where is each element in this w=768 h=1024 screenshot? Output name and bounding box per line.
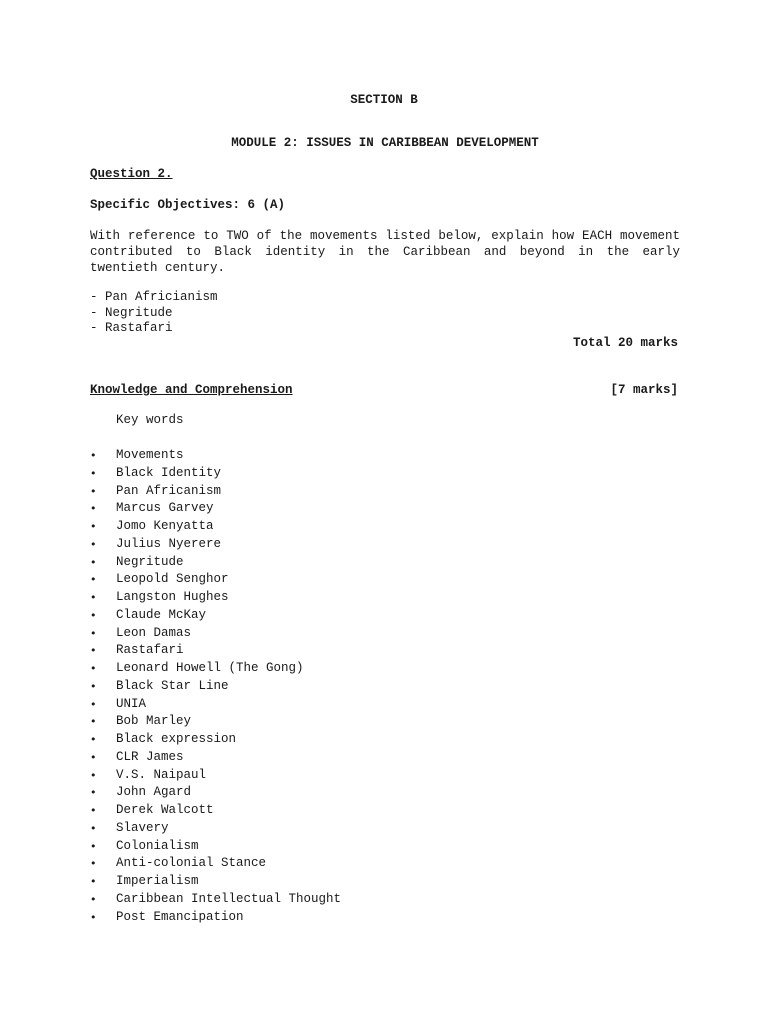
- key-word-text: Langston Hughes: [116, 590, 229, 604]
- list-item: [90, 660, 341, 678]
- bullet-icon: •: [90, 875, 97, 888]
- list-item: [90, 802, 341, 820]
- list-item: [90, 820, 341, 838]
- key-word-text: Rastafari: [116, 643, 184, 658]
- bullet-icon: •: [90, 715, 97, 729]
- bullet-icon: •: [90, 449, 97, 462]
- bullet-icon: •: [90, 520, 97, 533]
- bullet-icon: •: [90, 768, 97, 782]
- key-word-text: Bob Marley: [116, 714, 192, 729]
- specific-objectives: Specific Objectives: 6 (A): [90, 198, 286, 212]
- key-word-text: Anti-colonial Stance: [116, 856, 267, 871]
- bullet-icon: •: [90, 608, 97, 622]
- kc-marks: [7 marks]: [610, 383, 678, 397]
- key-word-text: Derek Walcott: [116, 803, 214, 817]
- key-word-text: Caribbean Intellectual Thought: [116, 891, 342, 906]
- list-item: [90, 855, 341, 873]
- key-word-text: UNIA: [116, 696, 147, 711]
- bullet-icon: •: [90, 502, 97, 516]
- list-item: [90, 483, 341, 501]
- list-item: [90, 518, 341, 536]
- list-item: [90, 589, 341, 607]
- key-word-text: Imperialism: [116, 874, 199, 888]
- list-item: [90, 536, 341, 554]
- list-item: [90, 767, 341, 785]
- list-item: [90, 784, 341, 802]
- list-item: [90, 891, 341, 909]
- list-item: - Negritude: [90, 305, 173, 320]
- key-word-text: Negritude: [116, 554, 184, 569]
- key-word-text: John Agard: [116, 785, 192, 800]
- list-item: [90, 909, 341, 927]
- key-word-text: Leon Damas: [116, 625, 192, 640]
- bullet-icon: •: [90, 892, 97, 906]
- key-word-text: Post Emancipation: [116, 909, 244, 924]
- kc-heading: Knowledge and Comprehension: [90, 383, 293, 397]
- bullet-icon: •: [90, 733, 97, 746]
- bullet-icon: •: [90, 697, 97, 711]
- list-item: [90, 838, 341, 856]
- key-word-text: Marcus Garvey: [116, 501, 214, 516]
- key-word-text: Julius Nyerere: [116, 536, 222, 551]
- list-item: [90, 465, 341, 483]
- key-word-text: Movements: [116, 448, 184, 462]
- key-word-text: CLR James: [116, 749, 184, 764]
- list-item: [90, 571, 341, 589]
- list-item: [90, 731, 341, 749]
- bullet-icon: •: [90, 466, 97, 480]
- movements-list: [90, 290, 218, 337]
- bullet-icon: •: [90, 591, 97, 604]
- bullet-icon: •: [90, 573, 97, 587]
- key-words-list: [90, 447, 341, 926]
- bullet-icon: •: [90, 537, 97, 551]
- module-title: MODULE 2: ISSUES IN CARIBBEAN DEVELOPMENT: [231, 136, 539, 150]
- key-word-text: Black expression: [116, 732, 237, 746]
- bullet-icon: •: [90, 910, 97, 924]
- bullet-icon: •: [90, 804, 97, 817]
- bullet-icon: •: [90, 839, 97, 853]
- total-marks: Total 20 marks: [572, 336, 678, 350]
- list-item: [90, 607, 341, 625]
- bullet-icon: •: [90, 644, 97, 658]
- bullet-icon: •: [90, 555, 97, 569]
- list-item: [90, 696, 341, 714]
- list-item: - Rastafari: [90, 321, 173, 335]
- list-item: [90, 642, 341, 660]
- bullet-icon: •: [90, 484, 97, 498]
- bullet-icon: •: [90, 750, 97, 764]
- question-label: Question 2.: [90, 167, 173, 181]
- bullet-icon: •: [90, 857, 97, 871]
- section-title: SECTION B: [350, 93, 418, 107]
- key-word-text: Jomo Kenyatta: [116, 519, 214, 533]
- key-word-text: Leonard Howell (The Gong): [116, 661, 304, 675]
- key-word-text: Black Star Line: [116, 678, 229, 693]
- bullet-icon: •: [90, 662, 97, 675]
- list-item: [90, 713, 341, 731]
- bullet-icon: •: [90, 821, 97, 835]
- key-word-text: Black Identity: [116, 465, 222, 480]
- list-item: [90, 625, 341, 643]
- key-word-text: Pan Africanism: [116, 483, 222, 498]
- question-text: With reference to TWO of the movements listed below, explain how EACH movement contributed to Black identity in the Caribbean and beyond in the early twentieth century.: [90, 229, 680, 275]
- bullet-icon: •: [90, 679, 97, 693]
- list-item: [90, 678, 341, 696]
- bullet-icon: •: [90, 626, 97, 640]
- list-item: - Pan Africianism: [90, 290, 218, 304]
- list-item: [90, 749, 341, 767]
- key-word-text: V.S. Naipaul: [116, 767, 207, 782]
- key-word-text: Slavery: [116, 820, 169, 835]
- list-item: [90, 500, 341, 518]
- list-item: [90, 554, 341, 572]
- list-item: [90, 873, 341, 891]
- key-word-text: Leopold Senghor: [116, 572, 229, 587]
- bullet-icon: •: [90, 786, 97, 800]
- list-item: [90, 447, 341, 465]
- key-word-text: Claude McKay: [116, 607, 207, 622]
- key-word-text: Colonialism: [116, 838, 199, 853]
- key-words-label: Key words: [116, 413, 184, 427]
